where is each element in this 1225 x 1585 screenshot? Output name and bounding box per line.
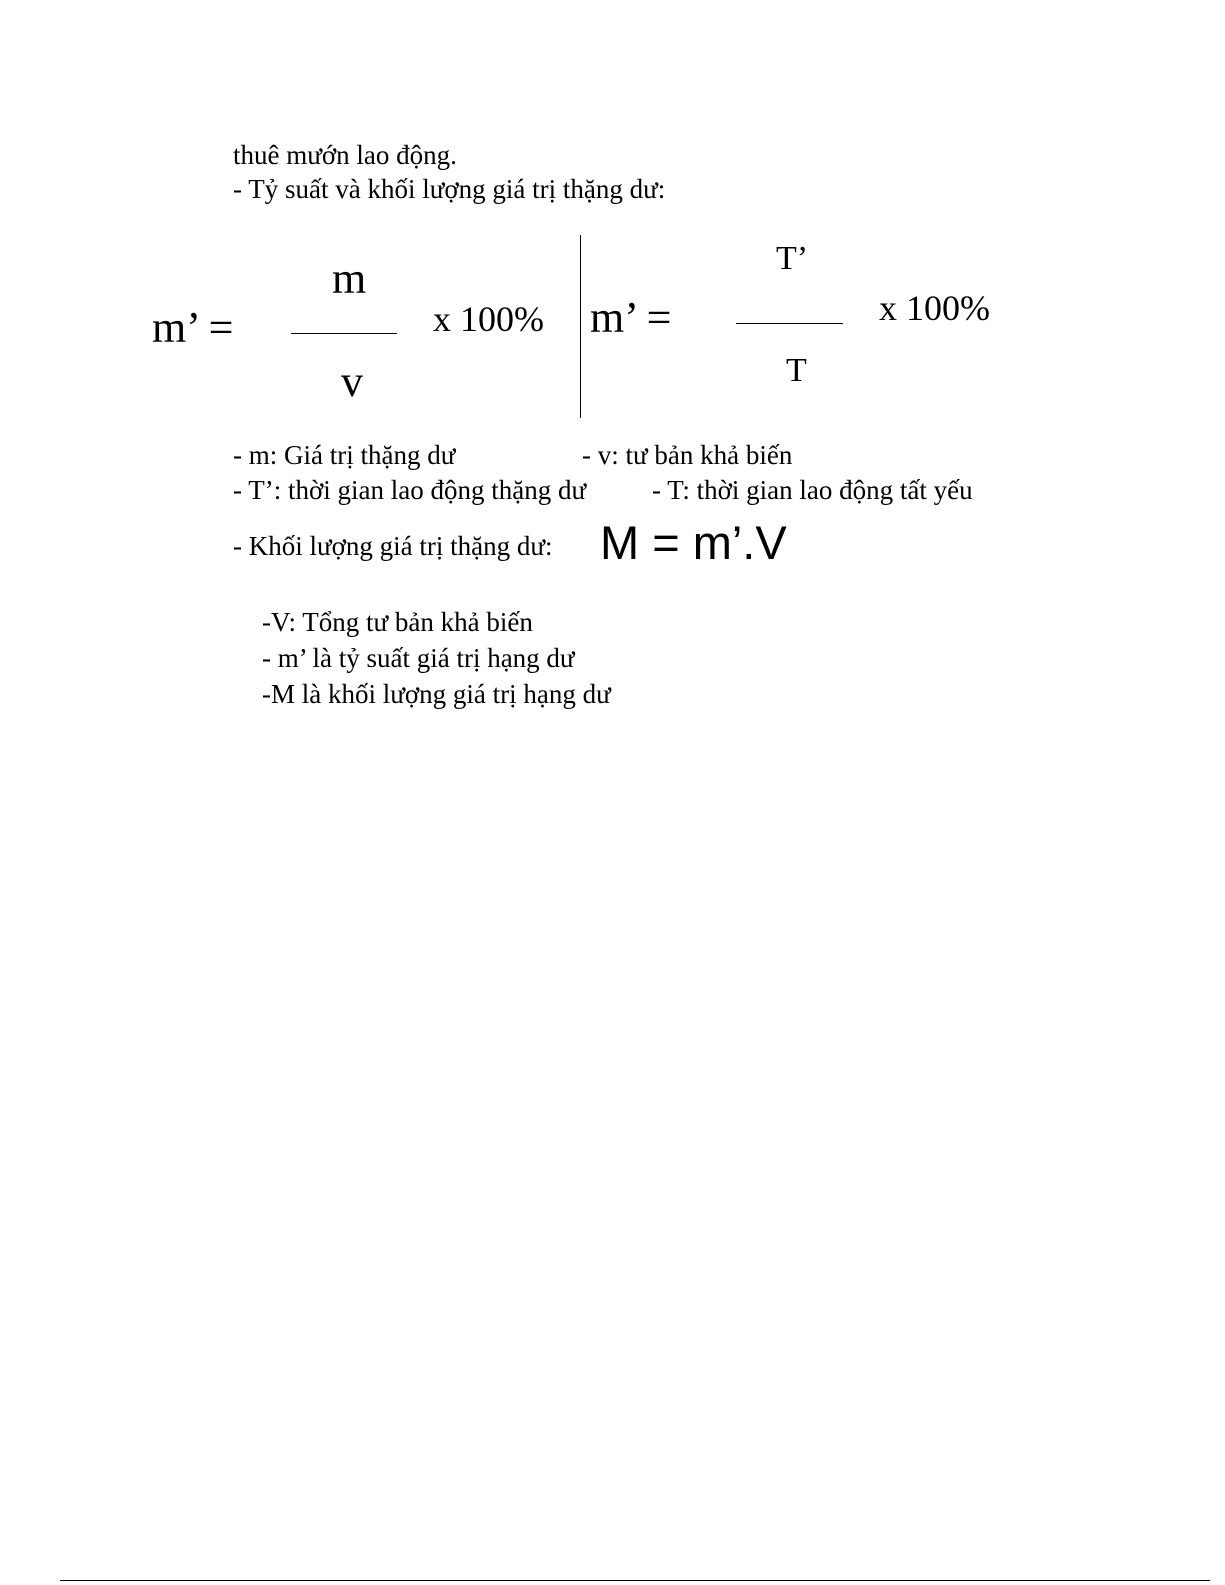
formula-left-denominator: v [341, 357, 363, 406]
legend-m-definition: - m: Giá trị thặng dư [233, 440, 456, 470]
formula-right-denominator: T [786, 352, 807, 389]
legend-t-definition: - T: thời gian lao động tất yếu [652, 475, 973, 505]
formula-right-numerator: T’ [776, 240, 809, 277]
mass-label: - Khối lượng giá trị thặng dư: [233, 531, 553, 561]
page-bottom-rule [60, 1580, 1210, 1581]
note-item: -V: Tổng tư bản khả biến [262, 607, 533, 637]
intro-line-2: - Tỷ suất và khối lượng giá trị thặng dư: [233, 174, 666, 204]
legend-t-prime-definition: - T’: thời gian lao động thặng dư [233, 475, 587, 505]
note-item: -M là khối lượng giá trị hạng dư [262, 679, 611, 709]
intro-line-1: thuê mướn lao động. [233, 140, 457, 170]
legend-v-definition: - v: tư bản khả biến [582, 440, 793, 470]
formula-left-fraction-bar [291, 333, 397, 334]
formula-left-multiplier: x 100% [433, 299, 544, 339]
formula-right-fraction-bar [736, 323, 843, 324]
note-item: - m’ là tỷ suất giá trị hạng dư [262, 643, 575, 673]
formula-left-numerator: m [332, 254, 367, 303]
formula-right-multiplier: x 100% [879, 288, 990, 328]
formula-right-lhs: m’ = [590, 293, 672, 342]
formula-separator [580, 235, 581, 418]
formula-left-lhs: m’ = [152, 303, 234, 352]
mass-formula: M = m’.V [600, 516, 787, 569]
